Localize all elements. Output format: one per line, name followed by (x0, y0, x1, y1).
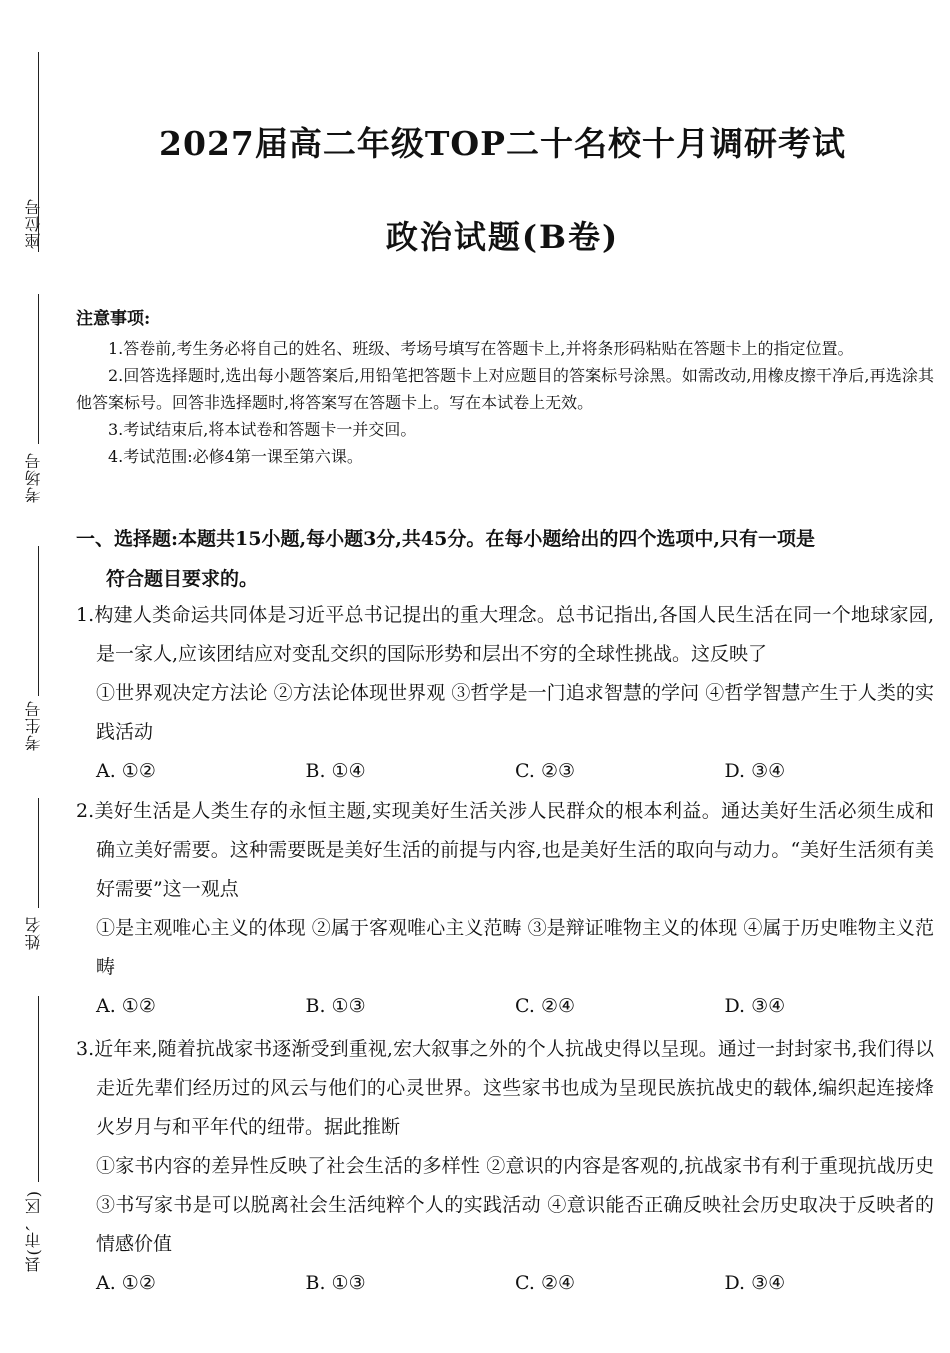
notes-block (76, 306, 934, 470)
choice-d[interactable]: D. ③④ (724, 760, 786, 782)
margin-line-name (38, 798, 39, 908)
choice-b[interactable]: B. ①③ (305, 995, 366, 1017)
margin-label-exam-no: 考生号 (24, 700, 43, 751)
question-statements: ①是主观唯心主义的体现 ②属于客观唯心主义范畴 ③是辩证唯物主义的体现 ④属于历史唯物主义范畴 (96, 917, 934, 978)
margin-line-exam-no (38, 546, 39, 696)
choice-row (76, 752, 934, 791)
margin-label-room: 考场号 (24, 452, 43, 503)
page-subtitle: 政治试题(B卷) (385, 218, 620, 256)
notes-title: 注意事项: (76, 309, 151, 329)
choice-d[interactable]: D. ③④ (724, 995, 786, 1017)
section-header (76, 519, 934, 599)
section-line-1: 一、选择题:本题共15小题,每小题3分,共45分。在每小题给出的四个选项中,只有一项是 (76, 528, 815, 550)
choice-c[interactable]: C. ②③ (515, 760, 576, 782)
question-3 (76, 1030, 934, 1303)
question-stem: 1.构建人类命运共同体是习近平总书记提出的重大理念。总书记指出,各国人民生活在同一个地球家园,是一家人,应该团结应对变乱交织的国际形势和层出不穷的全球性挑战。这反映了 (76, 604, 934, 665)
page-title: 2027届高二年级TOP二十名校十月调研考试 (159, 124, 846, 163)
choice-d[interactable]: D. ③④ (724, 1272, 786, 1294)
note-item: 2.回答选择题时,选出每小题答案后,用铅笔把答题卡上对应题目的答案标号涂黑。如需改动,用橡皮擦干净后,再选涂其他答案标号。回答非选择题时,将答案写在答题卡上。写在本试卷上无效。 (76, 366, 934, 412)
choice-a[interactable]: A. ①② (96, 760, 156, 782)
margin-line-room (38, 294, 39, 444)
margin-label-seat: 座位号 (24, 198, 43, 249)
question-1 (76, 596, 934, 791)
choice-a[interactable]: A. ①② (96, 995, 156, 1017)
note-item: 3.考试结束后,将本试卷和答题卡一并交回。 (108, 420, 417, 439)
choice-a[interactable]: A. ①② (96, 1272, 156, 1294)
question-stem: 2.美好生活是人类生存的永恒主题,实现美好生活关涉人民群众的根本利益。通达美好生活必须生成和确立美好需要。这种需要既是美好生活的前提与内容,也是美好生活的取向与动力。“美好生活须有美好需要”这一观点 (76, 800, 934, 900)
choice-b[interactable]: B. ①③ (305, 1272, 366, 1294)
margin-label-name: 姓名 (24, 916, 43, 950)
margin-label-county: 县(市、区) (24, 1190, 43, 1273)
question-statements: ①家书内容的差异性反映了社会生活的多样性 ②意识的内容是客观的,抗战家书有利于重现抗战历史 ③书写家书是可以脱离社会生活纯粹个人的实践活动 ④意识能否正确反映社会历史取决于反映者的情感价值 (96, 1155, 934, 1255)
choice-row (76, 1264, 934, 1303)
choice-row (76, 987, 934, 1026)
choice-c[interactable]: C. ②④ (515, 1272, 576, 1294)
choice-b[interactable]: B. ①④ (305, 760, 366, 782)
question-stem: 3.近年来,随着抗战家书逐渐受到重视,宏大叙事之外的个人抗战史得以呈现。通过一封封家书,我们得以走近先辈们经历过的风云与他们的心灵世界。这些家书也成为呈现民族抗战史的载体,编织起连接烽火岁月与和平年代的纽带。据此推断 (76, 1038, 934, 1138)
section-line-2: 符合题目要求的。 (106, 568, 259, 590)
choice-c[interactable]: C. ②④ (515, 995, 576, 1017)
question-statements: ①世界观决定方法论 ②方法论体现世界观 ③哲学是一门追求智慧的学问 ④哲学智慧产生于人类的实践活动 (96, 682, 934, 743)
question-2 (76, 792, 934, 1026)
note-item: 4.考试范围:必修4第一课至第六课。 (108, 447, 363, 466)
margin-line-county (38, 996, 39, 1182)
note-item: 1.答卷前,考生务必将自己的姓名、班级、考场号填写在答题卡上,并将条形码粘贴在答题卡上的指定位置。 (108, 339, 854, 358)
